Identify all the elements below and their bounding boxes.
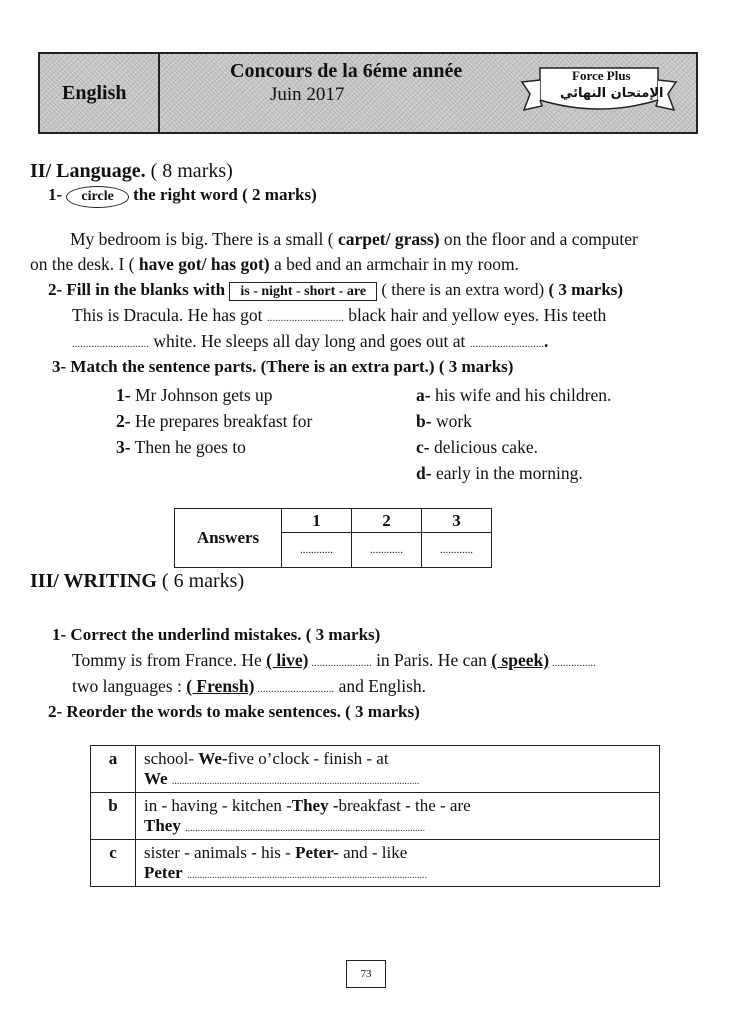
language-section-title — [30, 160, 233, 183]
q3-right-text: work — [431, 411, 472, 431]
page-number: 73 — [346, 960, 386, 988]
q3-right-item — [416, 382, 611, 408]
q3-left-num: 1- — [116, 385, 131, 405]
q3-left-list — [116, 382, 312, 460]
q3-right-text: early in the morning. — [431, 463, 583, 483]
words-part: five o’clock - finish - at — [227, 749, 389, 768]
w1-instruction: 1- Correct the underlind mistakes. ( 3 marks) — [52, 625, 381, 644]
q3-right-list — [416, 382, 611, 486]
banner-subtitle: الإمتحان النهائي — [560, 86, 664, 101]
answer-dots: ................................................................................................ — [185, 823, 426, 834]
scrambled-words — [144, 843, 651, 863]
q2-instruction — [48, 280, 623, 300]
answer-cell[interactable]: ............ — [282, 533, 352, 568]
exam-date: Juin 2017 — [270, 84, 345, 105]
q1-choice-2: have got/ has got) — [138, 254, 270, 274]
q3-left-item — [116, 434, 312, 460]
words-part: breakfast - the - are — [338, 796, 471, 815]
w1-line1 — [72, 650, 596, 671]
w1-line2-end: and English. — [334, 676, 427, 696]
scrambled-words — [144, 796, 651, 816]
answer-cell[interactable]: ............ — [422, 533, 492, 568]
answer-dots: ................................................................................................... — [171, 776, 420, 787]
language-title: II/ Language. — [30, 160, 146, 182]
words-part: sister - animals - his - — [144, 843, 296, 862]
w1-mistake-1: ( live) — [266, 650, 309, 670]
answer-col-header: 2 — [352, 509, 422, 533]
q3-right-num: b- — [416, 411, 432, 431]
row-letter: c — [91, 840, 136, 887]
writing-section-title — [30, 570, 244, 593]
q3-right-item — [416, 434, 611, 460]
q2-line2-text: white. He sleeps all day long and goes out at — [149, 331, 470, 351]
q3-left-item — [116, 408, 312, 434]
answers-label: Answers — [175, 509, 282, 568]
w1-line2-text: two languages : — [72, 676, 187, 696]
q2-marks: ( 3 marks) — [548, 280, 624, 299]
answer-col-header: 1 — [282, 509, 352, 533]
table-row — [91, 746, 660, 793]
q2-line2-period: . — [544, 331, 549, 351]
answer-col-header: 3 — [422, 509, 492, 533]
answer-dots: ................................................................................................ — [186, 870, 427, 881]
q3-right-num: c- — [416, 437, 430, 457]
words-part: and - like — [338, 843, 408, 862]
q3-right-num: d- — [416, 463, 432, 483]
q3-left-text: Then he goes to — [130, 437, 246, 457]
reorder-table — [90, 745, 660, 887]
q2-blank-2[interactable]: ............................ — [72, 338, 149, 350]
w1-line1-mid: in Paris. He can — [371, 650, 492, 670]
q3-right-item — [416, 408, 611, 434]
scrambled-words — [144, 749, 651, 769]
answer-line[interactable] — [144, 863, 651, 883]
q3-right-text: his wife and his children. — [430, 385, 612, 405]
w2-instruction: 2- Reorder the words to make sentences. ( 3 marks) — [48, 702, 420, 721]
q2-text: 2- Fill in the blanks with — [48, 280, 226, 299]
q2-blank-1[interactable]: ............................ — [266, 312, 344, 324]
exam-header — [38, 52, 698, 134]
reorder-cell — [136, 840, 660, 887]
reorder-cell — [136, 746, 660, 793]
w1-mistake-2: ( speek) — [491, 650, 550, 670]
q3-left-text: He prepares breakfast for — [130, 411, 313, 431]
subject-label: English — [62, 82, 127, 104]
q1-number: 1- — [48, 185, 63, 204]
answer-cell[interactable]: ............ — [352, 533, 422, 568]
q1-line1 — [70, 229, 638, 250]
writing-title: III/ WRITING — [30, 570, 157, 592]
row-letter: b — [91, 793, 136, 840]
q3-left-num: 2- — [116, 411, 131, 431]
q3-left-num: 3- — [116, 437, 131, 457]
q2-line2 — [72, 331, 548, 352]
words-part: school- — [144, 749, 199, 768]
q1-line2 — [30, 254, 519, 275]
w1-blank-3[interactable]: ............................ — [254, 683, 335, 695]
circle-word: circle — [66, 186, 128, 208]
w1-mistake-3: ( Frensh) — [186, 676, 255, 696]
q2-line1 — [72, 305, 606, 326]
exam-title: Concours de la 6éme année — [230, 60, 463, 82]
table-row — [91, 840, 660, 887]
answer-line[interactable] — [144, 769, 651, 789]
table-row — [91, 793, 660, 840]
q3-right-item — [416, 460, 611, 486]
q2-line1-text: This is Dracula. He has got — [72, 305, 267, 325]
q3-instruction: 3- Match the sentence parts. (There is an extra part.) ( 3 marks) — [52, 357, 514, 376]
answer-line[interactable] — [144, 816, 651, 836]
sentence-start: They — [144, 816, 181, 835]
q2-blank-3[interactable]: ........................... — [469, 338, 545, 350]
q2-word-box: is - night - short - are — [229, 282, 377, 301]
words-part: in - having - kitchen - — [144, 796, 292, 815]
q3-right-text: delicious cake. — [429, 437, 538, 457]
q1-line1-end: on the floor and a computer — [439, 229, 638, 249]
q1-instruction — [48, 185, 317, 208]
q3-left-item — [116, 382, 312, 408]
q1-choice-1: carpet/ grass) — [337, 229, 440, 249]
w1-blank-2[interactable]: ................ — [549, 657, 596, 669]
banner-title: Force Plus — [572, 68, 631, 83]
sentence-start: We — [144, 769, 168, 788]
q1-text: the right word ( 2 marks) — [133, 185, 317, 204]
reorder-cell — [136, 793, 660, 840]
q2-line1-end: black hair and yellow eyes. His teeth — [343, 305, 607, 325]
words-bold: We- — [198, 749, 228, 768]
sentence-start: Peter — [144, 863, 183, 882]
row-letter: a — [91, 746, 136, 793]
words-bold: They - — [291, 796, 339, 815]
q1-line2-text: on the desk. I ( — [30, 254, 139, 274]
q1-line1-text: My bedroom is big. There is a small ( — [70, 229, 338, 249]
header-divider — [158, 54, 160, 132]
w1-line1-text: Tommy is from France. He — [72, 650, 267, 670]
writing-marks: ( 6 marks) — [161, 570, 245, 592]
language-marks: ( 8 marks) — [150, 160, 233, 182]
words-bold: Peter- — [295, 843, 339, 862]
answers-table — [174, 508, 492, 568]
q2-extra-note: ( there is an extra word) — [381, 280, 545, 299]
q1-line2-end: a bed and an armchair in my room. — [269, 254, 519, 274]
w1-blank-1[interactable]: ...................... — [308, 657, 372, 669]
w1-line2 — [72, 676, 426, 697]
q3-left-text: Mr Johnson gets up — [130, 385, 273, 405]
q3-right-num: a- — [416, 385, 431, 405]
